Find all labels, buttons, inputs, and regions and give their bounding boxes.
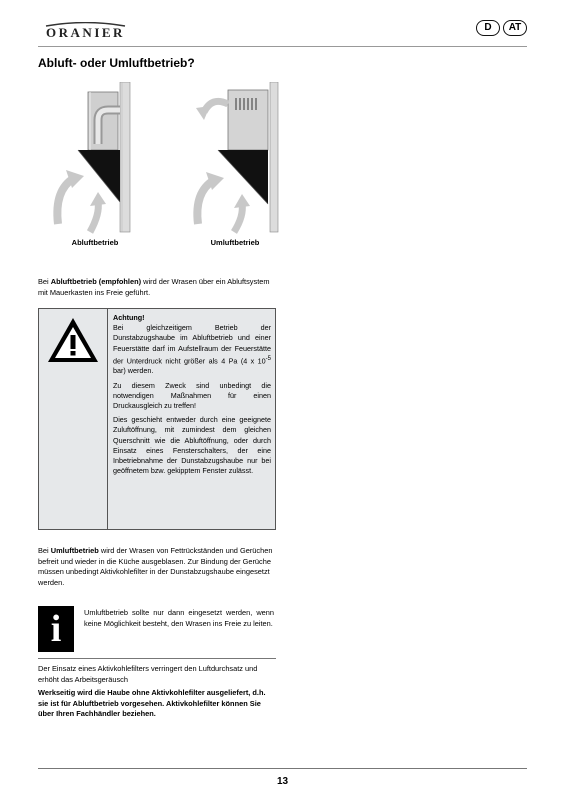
warning-paragraph-3: Dies geschieht entweder durch eine geeignete Zuluftöffnung, mit zumindest dem gleichen Querschnitt wie die Abluftöffnung, oder durch Einsatz eines Fensterschalters, der eine Inbetriebnahme der Dunstabzugshaube nur bei geöffnetem bzw. gekipptem Fenster zulässt. <box>113 415 271 476</box>
warning-title: Achtung! <box>113 313 145 322</box>
warning-icon-cell <box>39 309 108 529</box>
exhaust-mode-illustration <box>40 82 150 242</box>
recirculation-mode-illustration <box>188 82 298 242</box>
warning-paragraph-2: Zu diesem Zweck sind unbedingt die notwendigen Maßnahmen für einen Druckausgleich zu treffen! <box>113 380 271 411</box>
exhaust-mode-term: Abluftbetrieb (empfohlen) <box>50 277 142 286</box>
exhaust-mode-paragraph: Bei Abluftbetrieb (empfohlen) wird der Wrasen über ein Abluftsystem mit Mauerkasten ins Freie geführt. <box>38 277 270 297</box>
exhaust-mode-caption: Abluftbetrieb <box>71 238 119 247</box>
recirculation-mode-caption: Umluftbetrieb <box>210 238 260 247</box>
factory-delivery-note: Werkseitig wird die Haube ohne Aktivkohlefilter ausgeliefert, d.h. sie ist für Abluftbetrieb vorgesehen. Aktivkohlefilter können Sie über Ihren Fachhändler beziehen. <box>38 688 266 719</box>
footer-divider <box>38 768 527 769</box>
recirculation-paragraph: Bei Umluftbetrieb wird der Wrasen von Fettrückständen und Gerüchen befreit und wieder in die Küche ausgeblasen. Zur Bindung der Gerüche müssen unbedingt Aktivkohlefilter in der Dunstabzugshaube eingesetzt werden. <box>38 546 273 587</box>
info-divider <box>38 658 276 659</box>
info-icon: i <box>38 606 74 652</box>
brand-logo <box>38 22 133 44</box>
warning-box <box>38 308 276 530</box>
country-badges <box>473 20 527 36</box>
warning-text: Achtung! Bei gleichzeitigem Betrieb der Dunstabzugshaube im Abluftbetrieb und einer Feuerstätte darf im Aufstellraum der Feuerstätte der Unterdruck nicht größer als 4 Pa (4 x $10^{-5}$ bar) werden. Zu diesem Zweck sind unbedingt die notwendigen Maßnahmen für einen Druckausgleich zu treffen! Dies geschieht entweder durch eine geeignete Zuluftöffnung, mit zumindest dem gleichen Querschnitt wie die Abluftöffnung, oder durch Einsatz eines Fensterschalters, der eine Inbetriebnahme der Dunstabzugshaube nur bei geöffnetem bzw. gekipptem Fenster zulässt. <box>113 313 271 476</box>
recirculation-term: Umluftbetrieb <box>50 546 99 555</box>
warning-triangle-icon <box>46 316 100 364</box>
country-badge-d: D <box>476 20 500 36</box>
brand-name: ORANIER <box>46 25 125 40</box>
info-text: Umluftbetrieb sollte nur dann eingesetzt werden, wenn keine Möglichkeit besteht, den Wrasen ins Freie zu leiten. <box>84 608 274 628</box>
info-box <box>38 606 276 652</box>
country-badge-at: AT <box>503 20 527 36</box>
activated-carbon-note: Der Einsatz eines Aktivkohlefilters verringert den Luftdurchsatz und erhöht das Arbeitsgeräusch <box>38 664 258 684</box>
page-heading: Abluft- oder Umluftbetrieb? <box>38 56 195 70</box>
page-number: 13 <box>276 776 289 787</box>
header-divider <box>38 46 527 47</box>
